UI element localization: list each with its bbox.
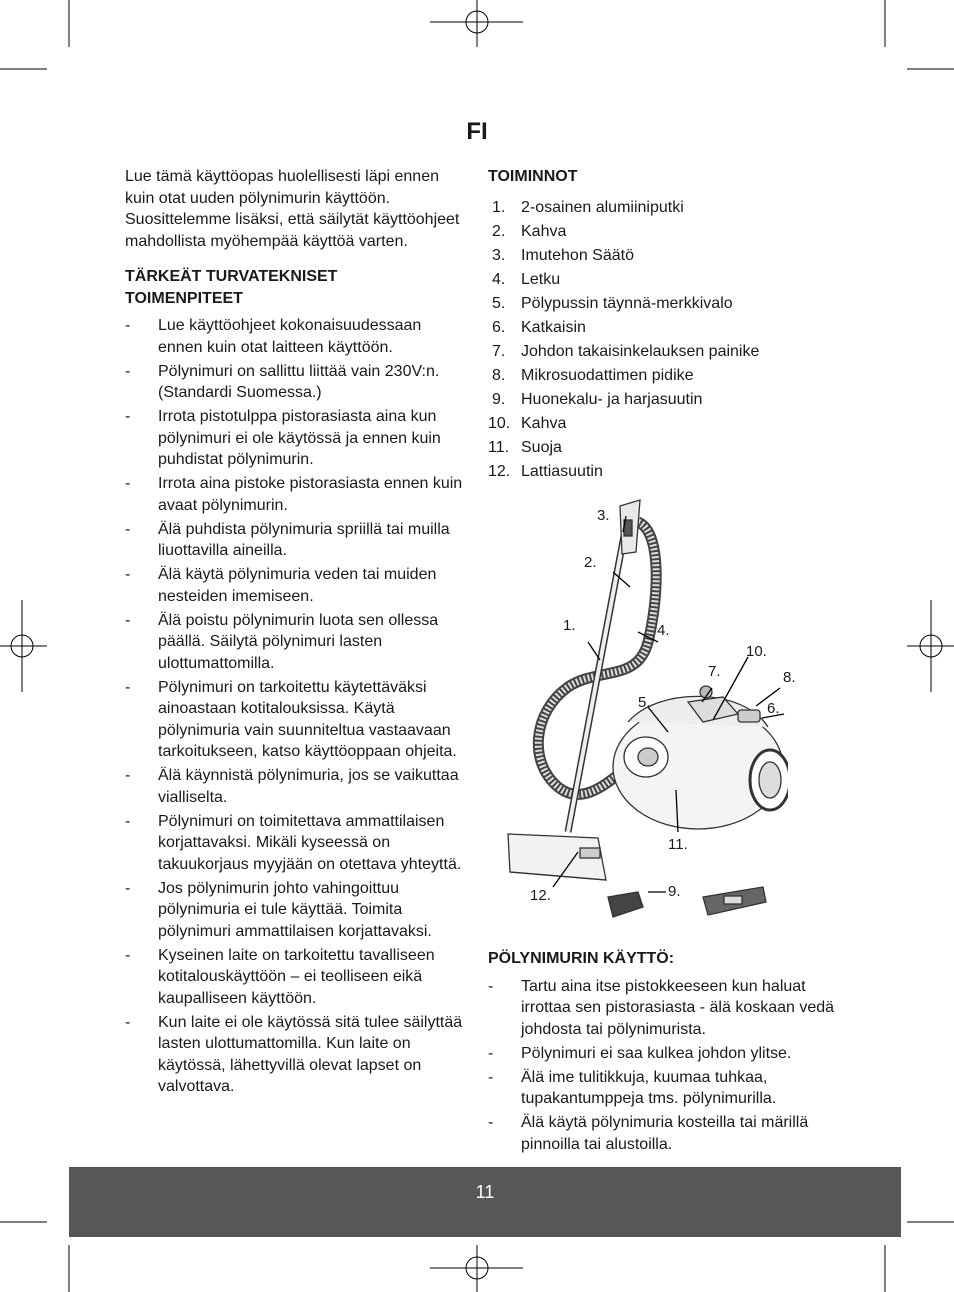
vacuum-cleaner-diagram xyxy=(488,492,796,932)
dash-bullet: - xyxy=(488,1044,494,1062)
function-item xyxy=(488,364,848,388)
function-number: 7. xyxy=(492,342,506,360)
function-number: 8. xyxy=(492,366,506,384)
function-number: 3. xyxy=(492,246,506,264)
safety-item xyxy=(125,519,470,562)
figure-label-9: 9. xyxy=(668,883,681,900)
safety-item-text: Jos pölynimurin johto vahingoittuu pölynimuria ei tule käyttää. Toimita pölynimuri ammattilaisen korjattavaksi. xyxy=(158,879,432,940)
usage-item-text: Älä ime tulitikkuja, kuumaa tuhkaa, tupakantumppeja tms. pölynimurilla. xyxy=(521,1068,777,1107)
safety-heading xyxy=(125,266,470,309)
dash-bullet: - xyxy=(488,1114,494,1131)
usage-item-text: Tartu aina itse pistokkeeseen kun haluat irrottaa sen pistorasiasta - älä koskaan vedä johdosta tai pölynimurista. xyxy=(521,977,835,1038)
safety-item xyxy=(125,765,470,808)
dash-bullet: - xyxy=(125,767,131,784)
dash-bullet: - xyxy=(125,317,131,334)
function-item xyxy=(488,436,848,460)
function-label: Kahva xyxy=(521,222,567,240)
figure-label-12: 12. xyxy=(530,887,551,904)
safety-item xyxy=(125,406,470,471)
figure-label-7: 7. xyxy=(708,663,721,680)
safety-item xyxy=(125,811,470,876)
usage-item xyxy=(488,1112,848,1155)
page-number: 11 xyxy=(475,1182,495,1202)
function-number: 1. xyxy=(492,198,506,216)
dash-bullet: - xyxy=(125,408,131,425)
usage-item xyxy=(488,976,848,1041)
function-label: Mikrosuodattimen pidike xyxy=(521,366,694,384)
safety-item-text: Kyseinen laite on tarkoitettu tavalliseen kotitalouskäyttöön – ei teolliseen eikä kaupalliseen käyttöön. xyxy=(158,946,435,1007)
figure-label-4: 4. xyxy=(657,622,670,639)
safety-item-text: Irrota pistotulppa pistorasiasta aina kun pölynimuri ei ole käytössä ja ennen kuin puhdistat pölynimurin. xyxy=(158,408,441,468)
dash-bullet: - xyxy=(125,812,131,830)
safety-item xyxy=(125,878,470,943)
safety-item-text: Älä poistu pölynimurin luota sen ollessa päällä. Säilytä pölynimuri lasten ulottumattomilla. xyxy=(158,611,439,672)
vacuum-cleaner-drawing xyxy=(488,492,788,932)
dash-bullet: - xyxy=(488,977,494,995)
safety-item-text: Älä käytä pölynimuria veden tai muiden nesteiden imemiseen. xyxy=(158,566,437,605)
safety-item xyxy=(125,945,470,1010)
function-number: 9. xyxy=(492,390,506,408)
function-item xyxy=(488,292,848,316)
function-item xyxy=(488,268,848,292)
function-label: Imutehon Säätö xyxy=(521,246,634,264)
safety-item-text: Pölynimuri on sallittu liittää vain 230V:n. (Standardi Suomessa.) xyxy=(158,362,440,401)
function-item xyxy=(488,340,848,364)
figure-label-8: 8. xyxy=(783,669,796,686)
function-label: Huonekalu- ja harjasuutin xyxy=(521,390,703,408)
safety-heading-line1: TÄRKEÄT TURVATEKNISET xyxy=(125,268,338,285)
function-number: 5. xyxy=(492,294,506,312)
safety-item xyxy=(125,361,470,404)
safety-item-text: Pölynimuri on toimitettava ammattilaisen korjattavaksi. Mikäli kyseessä on takuukorjaus myyjään on otettava yhteyttä. xyxy=(158,812,462,873)
safety-heading-line2: TOIMENPITEET xyxy=(125,289,243,307)
figure-label-5: 5. xyxy=(638,694,651,711)
function-item xyxy=(488,196,848,220)
safety-item xyxy=(125,564,470,607)
dash-bullet: - xyxy=(125,362,131,380)
function-label: Suoja xyxy=(521,438,562,456)
dash-bullet: - xyxy=(125,611,131,629)
usage-item-text: Pölynimuri ei saa kulkea johdon ylitse. xyxy=(521,1044,792,1062)
safety-list xyxy=(125,315,470,1098)
figure-label-11: 11. xyxy=(668,836,688,853)
function-number: 6. xyxy=(492,318,506,336)
function-label: Letku xyxy=(521,270,561,288)
figure-label-3: 3. xyxy=(597,507,610,524)
function-label: Kahva xyxy=(521,414,567,432)
figure-label-1: 1. xyxy=(563,617,576,634)
function-label: Katkaisin xyxy=(521,318,586,336)
function-label: 2-osainen alumiiniputki xyxy=(521,198,684,216)
usage-item xyxy=(488,1067,848,1110)
dash-bullet: - xyxy=(125,678,131,696)
intro-paragraph: Lue tämä käyttöopas huolellisesti läpi ennen kuin otat uuden pölynimurin käyttöön. Suosittelemme lisäksi, että säilytät käyttöohjeet mahdollista myöhempää käyttöä varten. xyxy=(125,168,460,250)
figure-label-6: 6. xyxy=(767,700,780,717)
function-number: 2. xyxy=(492,222,506,240)
safety-item-text: Kun laite ei ole käytössä sitä tulee säilyttää lasten ulottumattomilla. Kun laite on käytössä, lähettyvillä olevat lapset on valvottava. xyxy=(158,1013,463,1095)
dash-bullet: - xyxy=(125,566,131,583)
safety-item-text: Pölynimuri on tarkoitettu käytettäväksi ainoastaan kotitalouksissa. Käytä pölynimuria vain suunniteltua vastaavaan tarkoitukseen, katso käyttöoppaan ohjeita. xyxy=(158,678,457,760)
usage-section xyxy=(488,948,848,1158)
safety-item xyxy=(125,315,470,358)
dash-bullet: - xyxy=(125,946,131,964)
dash-bullet: - xyxy=(488,1068,494,1086)
safety-item-text: Älä käynnistä pölynimuria, jos se vaikuttaa vialliselta. xyxy=(158,767,459,806)
functions-list xyxy=(488,196,848,484)
usage-item-text: Älä käytä pölynimuria kosteilla tai märillä pinnoilla tai alustoilla. xyxy=(521,1114,809,1153)
left-column xyxy=(125,166,470,1100)
dash-bullet: - xyxy=(125,475,131,492)
function-number: 10. xyxy=(488,414,511,432)
safety-item xyxy=(125,473,470,516)
safety-item xyxy=(125,1012,470,1098)
function-label: Pölypussin täynnä-merkkivalo xyxy=(521,294,733,312)
safety-item-text: Irrota aina pistoke pistorasiasta ennen kuin avaat pölynimurin. xyxy=(158,475,463,514)
right-column xyxy=(488,166,848,484)
function-item xyxy=(488,412,848,436)
function-number: 4. xyxy=(492,270,506,288)
dash-bullet: - xyxy=(125,520,131,538)
dash-bullet: - xyxy=(125,1013,131,1031)
function-item xyxy=(488,220,848,244)
function-label: Johdon takaisinkelauksen painike xyxy=(521,342,760,360)
function-item xyxy=(488,244,848,268)
footer-bar xyxy=(69,1167,901,1237)
dash-bullet: - xyxy=(125,879,131,897)
function-item xyxy=(488,388,848,412)
figure-label-10: 10. xyxy=(746,643,767,660)
usage-list xyxy=(488,976,848,1156)
function-item xyxy=(488,460,848,484)
safety-item xyxy=(125,610,470,675)
figure-label-2: 2. xyxy=(584,554,597,571)
functions-heading: TOIMINNOT xyxy=(488,168,578,185)
safety-item xyxy=(125,677,470,763)
usage-item xyxy=(488,1043,848,1065)
safety-item-text: Älä puhdista pölynimuria spriillä tai muilla liuottavilla aineilla. xyxy=(158,520,450,559)
safety-item-text: Lue käyttöohjeet kokonaisuudessaan ennen kuin otat laitteen käyttöön. xyxy=(158,317,422,356)
language-heading: FI xyxy=(466,118,488,145)
function-number: 11. xyxy=(488,438,510,456)
function-number: 12. xyxy=(488,462,511,480)
function-item xyxy=(488,316,848,340)
function-label: Lattiasuutin xyxy=(521,462,603,480)
usage-heading: PÖLYNIMURIN KÄYTTÖ: xyxy=(488,950,675,967)
